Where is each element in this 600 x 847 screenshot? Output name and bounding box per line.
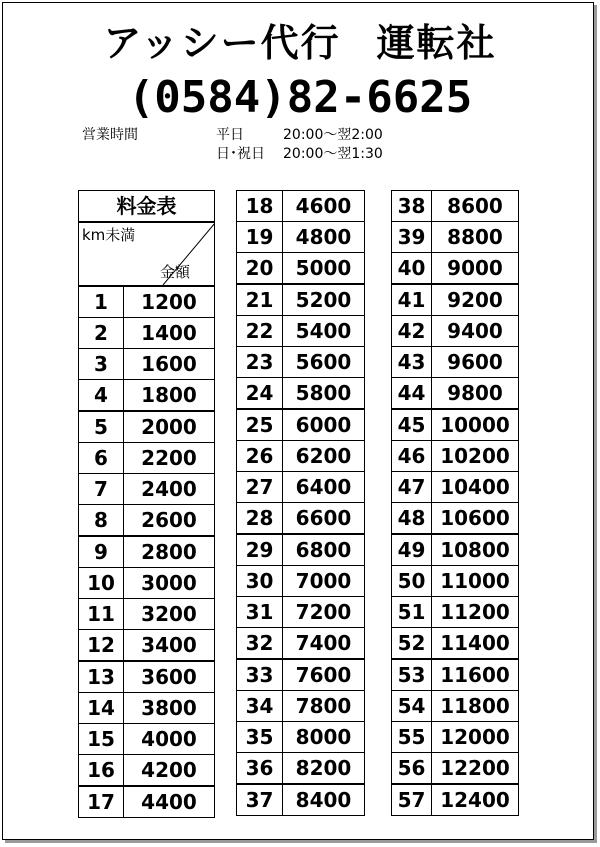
fare-row <box>392 722 519 753</box>
fare-distance-cell: 24 <box>237 378 283 410</box>
fare-price-cell: 11800 <box>432 691 519 722</box>
fare-row <box>237 409 365 441</box>
fare-price-cell: 2400 <box>124 474 215 505</box>
fare-price-cell: 3600 <box>124 661 215 693</box>
fare-distance-cell: 36 <box>237 753 283 785</box>
fare-price-cell: 7800 <box>283 691 365 722</box>
fare-row <box>237 566 365 597</box>
fare-row <box>392 503 519 535</box>
fare-distance-cell: 25 <box>237 409 283 441</box>
fare-row <box>392 253 519 285</box>
fare-price-cell: 10600 <box>432 503 519 535</box>
fare-price-cell: 3000 <box>124 568 215 599</box>
fare-row <box>392 597 519 628</box>
fare-row <box>237 347 365 378</box>
fare-distance-cell: 23 <box>237 347 283 378</box>
fare-price-cell: 8200 <box>283 753 365 785</box>
fare-row <box>392 316 519 347</box>
fare-price-cell: 11600 <box>432 659 519 691</box>
fare-distance-cell: 37 <box>237 784 283 816</box>
fare-distance-cell: 39 <box>392 222 432 253</box>
fare-price-cell: 2800 <box>124 536 215 568</box>
fare-price-cell: 12200 <box>432 753 519 785</box>
fare-price-cell: 2000 <box>124 411 215 443</box>
fare-price-cell: 11000 <box>432 566 519 597</box>
fare-price-cell: 10000 <box>432 409 519 441</box>
company-suffix: 運転社 <box>376 21 497 65</box>
fare-row <box>79 630 215 662</box>
fare-price-cell: 2600 <box>124 505 215 537</box>
fare-price-cell: 9800 <box>432 378 519 410</box>
fare-distance-cell: 47 <box>392 472 432 503</box>
header-distance: km未満 <box>82 226 136 244</box>
fare-table-header <box>79 222 215 286</box>
fare-distance-cell: 45 <box>392 409 432 441</box>
fare-row <box>392 222 519 253</box>
fare-row <box>237 378 365 410</box>
fare-price-cell: 10200 <box>432 441 519 472</box>
fare-row <box>237 191 365 222</box>
fare-price-cell: 8400 <box>283 784 365 816</box>
fare-price-cell: 6200 <box>283 441 365 472</box>
fare-row <box>79 661 215 693</box>
fare-row <box>79 786 215 818</box>
fare-distance-cell: 44 <box>392 378 432 410</box>
fare-distance-cell: 55 <box>392 722 432 753</box>
fare-distance-cell: 50 <box>392 566 432 597</box>
fare-distance-cell: 34 <box>237 691 283 722</box>
fare-row <box>79 443 215 474</box>
fare-distance-cell: 57 <box>392 784 432 816</box>
fare-price-cell: 3800 <box>124 693 215 724</box>
fare-distance-cell: 10 <box>79 568 124 599</box>
fare-row <box>237 691 365 722</box>
fare-distance-cell: 6 <box>79 443 124 474</box>
fare-row <box>237 753 365 785</box>
fare-row <box>237 628 365 660</box>
fare-price-cell: 8600 <box>432 191 519 222</box>
fare-row <box>79 755 215 787</box>
fare-distance-cell: 18 <box>237 191 283 222</box>
fare-distance-cell: 33 <box>237 659 283 691</box>
fare-row <box>79 599 215 630</box>
fare-distance-cell: 13 <box>79 661 124 693</box>
fare-row <box>237 597 365 628</box>
fare-table-column-2 <box>236 190 365 816</box>
fare-distance-cell: 54 <box>392 691 432 722</box>
fare-distance-cell: 15 <box>79 724 124 755</box>
fare-row <box>79 724 215 755</box>
fare-row <box>392 628 519 660</box>
fare-price-cell: 1400 <box>124 318 215 349</box>
fare-distance-cell: 9 <box>79 536 124 568</box>
fare-distance-cell: 17 <box>79 786 124 818</box>
fare-distance-cell: 7 <box>79 474 124 505</box>
fare-row <box>392 534 519 566</box>
fare-table-column-1 <box>78 190 215 818</box>
fare-row <box>392 472 519 503</box>
fare-row <box>237 222 365 253</box>
fare-distance-cell: 22 <box>237 316 283 347</box>
fare-price-cell: 5600 <box>283 347 365 378</box>
fare-distance-cell: 48 <box>392 503 432 535</box>
fare-row <box>237 659 365 691</box>
fare-distance-cell: 31 <box>237 597 283 628</box>
fare-price-cell: 9000 <box>432 253 519 285</box>
fare-price-cell: 7400 <box>283 628 365 660</box>
fare-price-cell: 1600 <box>124 349 215 380</box>
fare-row <box>237 284 365 316</box>
holiday-label: 日･祝日 <box>216 146 265 162</box>
fare-price-cell: 1200 <box>124 286 215 318</box>
fare-distance-cell: 30 <box>237 566 283 597</box>
holiday-time: 20:00～翌1:30 <box>283 146 383 162</box>
fare-row <box>392 566 519 597</box>
fare-price-cell: 8800 <box>432 222 519 253</box>
fare-row <box>237 534 365 566</box>
fare-distance-cell: 3 <box>79 349 124 380</box>
business-hours-label <box>82 126 138 145</box>
fare-row <box>392 409 519 441</box>
fare-row <box>237 503 365 535</box>
fare-distance-cell: 2 <box>79 318 124 349</box>
fare-distance-cell: 28 <box>237 503 283 535</box>
fare-distance-cell: 32 <box>237 628 283 660</box>
phone-number: (0584)82-6625 <box>127 72 473 123</box>
fare-distance-cell: 21 <box>237 284 283 316</box>
fare-price-cell: 9600 <box>432 347 519 378</box>
fare-row <box>79 568 215 599</box>
fare-row <box>79 411 215 443</box>
fare-row <box>237 722 365 753</box>
fare-price-cell: 11400 <box>432 628 519 660</box>
weekday-label: 平日 <box>216 127 244 143</box>
fare-price-cell: 8000 <box>283 722 365 753</box>
fare-row <box>79 349 215 380</box>
fare-table-title: 料金表 <box>79 191 215 223</box>
fare-price-cell: 6600 <box>283 503 365 535</box>
business-hours-times <box>283 126 383 164</box>
fare-price-cell: 7000 <box>283 566 365 597</box>
fare-row <box>79 286 215 318</box>
fare-row <box>79 318 215 349</box>
fare-row <box>392 659 519 691</box>
header-price: 金額 <box>159 263 190 281</box>
fare-price-cell: 9400 <box>432 316 519 347</box>
fare-price-cell: 6000 <box>283 409 365 441</box>
fare-distance-cell: 29 <box>237 534 283 566</box>
business-hours-label-text: 営業時間 <box>82 127 138 143</box>
fare-distance-cell: 8 <box>79 505 124 537</box>
fare-distance-cell: 4 <box>79 380 124 412</box>
fare-price-cell: 6400 <box>283 472 365 503</box>
fare-distance-cell: 35 <box>237 722 283 753</box>
fare-price-cell: 2200 <box>124 443 215 474</box>
company-name: アッシー代行 <box>103 21 341 65</box>
fare-row <box>392 284 519 316</box>
fare-distance-cell: 38 <box>392 191 432 222</box>
fare-distance-cell: 53 <box>392 659 432 691</box>
business-hours-days <box>216 126 265 164</box>
weekday-time: 20:00～翌2:00 <box>283 127 383 143</box>
fare-price-cell: 4000 <box>124 724 215 755</box>
fare-distance-cell: 41 <box>392 284 432 316</box>
fare-row <box>392 347 519 378</box>
fare-price-cell: 3400 <box>124 630 215 662</box>
fare-distance-cell: 52 <box>392 628 432 660</box>
fare-distance-cell: 20 <box>237 253 283 285</box>
fare-price-cell: 5200 <box>283 284 365 316</box>
fare-row <box>237 784 365 816</box>
fare-price-cell: 5400 <box>283 316 365 347</box>
fare-price-cell: 1800 <box>124 380 215 412</box>
fare-row <box>392 784 519 816</box>
fare-row <box>79 380 215 412</box>
fare-row <box>392 441 519 472</box>
fare-distance-cell: 46 <box>392 441 432 472</box>
fare-distance-cell: 51 <box>392 597 432 628</box>
fare-price-cell: 4400 <box>124 786 215 818</box>
fare-price-cell: 7200 <box>283 597 365 628</box>
fare-distance-cell: 11 <box>79 599 124 630</box>
fare-price-cell: 10800 <box>432 534 519 566</box>
fare-price-cell: 5800 <box>283 378 365 410</box>
fare-row <box>237 316 365 347</box>
fare-row <box>79 474 215 505</box>
fare-row <box>392 753 519 785</box>
fare-distance-cell: 19 <box>237 222 283 253</box>
fare-distance-cell: 56 <box>392 753 432 785</box>
fare-price-cell: 6800 <box>283 534 365 566</box>
fare-row <box>392 691 519 722</box>
fare-price-cell: 10400 <box>432 472 519 503</box>
fare-distance-cell: 26 <box>237 441 283 472</box>
fare-distance-cell: 5 <box>79 411 124 443</box>
fare-price-cell: 7600 <box>283 659 365 691</box>
fare-distance-cell: 27 <box>237 472 283 503</box>
company-title <box>0 20 600 66</box>
fare-distance-cell: 1 <box>79 286 124 318</box>
fare-distance-cell: 42 <box>392 316 432 347</box>
fare-price-cell: 5000 <box>283 253 365 285</box>
fare-distance-cell: 40 <box>392 253 432 285</box>
fare-price-cell: 9200 <box>432 284 519 316</box>
fare-row <box>79 536 215 568</box>
fare-price-cell: 11200 <box>432 597 519 628</box>
fare-price-cell: 12400 <box>432 784 519 816</box>
fare-table-column-3 <box>391 190 519 816</box>
fare-price-cell: 4600 <box>283 191 365 222</box>
fare-row <box>79 505 215 537</box>
fare-row <box>392 378 519 410</box>
fare-price-cell: 3200 <box>124 599 215 630</box>
fare-distance-cell: 14 <box>79 693 124 724</box>
fare-row <box>79 693 215 724</box>
fare-price-cell: 4800 <box>283 222 365 253</box>
fare-row <box>237 253 365 285</box>
fare-row <box>237 441 365 472</box>
fare-row <box>392 191 519 222</box>
fare-distance-cell: 16 <box>79 755 124 787</box>
fare-distance-cell: 43 <box>392 347 432 378</box>
fare-distance-cell: 12 <box>79 630 124 662</box>
fare-price-cell: 4200 <box>124 755 215 787</box>
fare-distance-cell: 49 <box>392 534 432 566</box>
fare-price-cell: 12000 <box>432 722 519 753</box>
fare-row <box>237 472 365 503</box>
